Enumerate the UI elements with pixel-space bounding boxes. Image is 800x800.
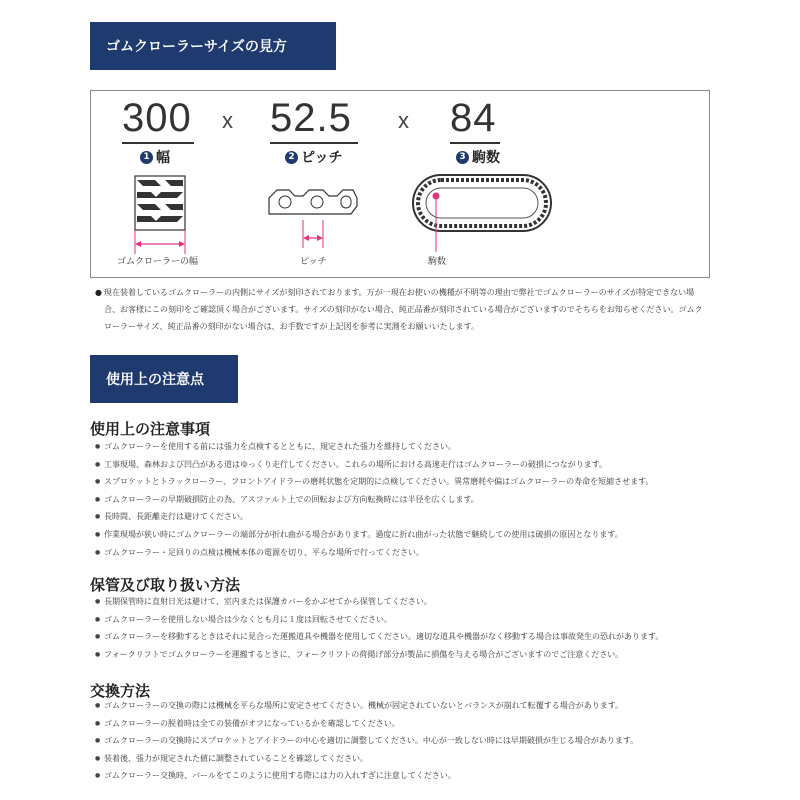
- list-item: ● 長期保管時に直射日光は避けて、室内または保護カバーをかぶせてから保管してください。: [104, 593, 663, 611]
- list-item: ● 装着後、張力が規定された値に調整されていることを確認してください。: [104, 750, 638, 768]
- note-bullet: ●: [95, 288, 102, 297]
- links-caption: 駒数: [428, 257, 447, 267]
- group-heading-replacement: 交換方法: [90, 682, 151, 700]
- list-item: ● ゴムクローラー交換時、バールをてこのように使用する際には力の入れすぎに注意してください。: [104, 767, 638, 785]
- list-item: ● ゴムクローラー・足回りの点検は機械本体の電源を切り、平らな場所で行ってください。: [104, 544, 654, 562]
- width-label: 1 幅: [140, 147, 170, 167]
- links-value: 84: [450, 96, 497, 140]
- width-underline: [122, 142, 194, 144]
- list-item: ● ゴムクローラーを使用しない場合は少なくとも月に１度は回転させてください。: [104, 611, 663, 629]
- replacement-list: [104, 697, 638, 785]
- list-item: ● ゴムクローラーの交換の際には機械を平らな場所に安定させてください。機械が固定されていないとバランスが崩れて転覆する場合があります。: [104, 697, 638, 715]
- section-banner-precautions: [90, 355, 238, 403]
- number-badge-2: 2: [285, 151, 298, 164]
- group-heading-storage: 保管及び取り扱い方法: [90, 576, 241, 594]
- list-item: ● 工事現場、森林および凹凸がある道はゆっくり走行してください。これらの場所における高速走行はゴムクローラーの破損につながります。: [104, 456, 654, 474]
- list-item: ● ゴムクローラーを移動するときはそれに見合った運搬道具や機器を使用してください。適切な道具や機器がなく移動する場合は事故発生の恐れがあります。: [104, 628, 663, 646]
- size-note: 現在装着しているゴムクローラーの内側にサイズが刻印されております。万が一現在お使いの機種が不明等の理由で弊社でゴムクローラーのサイズが特定できない場合、お客様にこの刻印をご確認頂く場合がございます。サイズの刻印がない場合、純正品番が刻印されている場合がございますのでそちらをお知らせください。ゴムクローラーサイズ、純正品番の刻印がない場合は、お手数ですが上記図を参考に実測をお願いいたします。: [104, 288, 703, 331]
- times-symbol: x: [222, 108, 233, 133]
- list-item: ● 長時間、長距離走行は避けてください。: [104, 508, 654, 526]
- usage-precautions-list: [104, 438, 654, 561]
- pitch-underline: [270, 142, 358, 144]
- list-item: ● ゴムクローラーの脱着時は全ての装備がオフになっているかを確認してください。: [104, 715, 638, 733]
- list-item: ● 作業現場が狭い時にゴムクローラーの端部分が折れ曲がる場合があります。過度に折れ曲がった状態で継続しての使用は破損の原因となります。: [104, 526, 654, 544]
- list-item: ● ゴムクローラーを使用する前には張力を点検するとともに、規定された張力を維持してください。: [104, 438, 654, 456]
- section-banner-size-guide: [90, 22, 336, 70]
- times-symbol: x: [398, 108, 409, 133]
- crawler-pitch-illustration: [265, 180, 361, 260]
- number-badge-1: 1: [140, 151, 153, 164]
- pitch-value: 52.5: [270, 96, 352, 140]
- number-badge-3: 3: [456, 151, 469, 164]
- section-title: 使用上の注意点: [106, 372, 204, 388]
- pitch-caption: ピッチ: [300, 257, 327, 267]
- list-item: ● ゴムクローラーの交換時にスプロケットとアイドラーの中心を適切に調整してください。中心が一致しない時には早期破損が生じる場合があります。: [104, 732, 638, 750]
- width-value: 300: [122, 96, 192, 140]
- crawler-links-illustration: [410, 172, 555, 260]
- links-label: 3 駒数: [456, 147, 500, 167]
- links-underline: [450, 142, 500, 144]
- section-title: ゴムクローラーサイズの見方: [106, 39, 287, 55]
- list-item: ● スプロケットとトラックローラー、フロントアイドラーの磨耗状態を定期的に点検してください。異常磨耗や偏はゴムクローラーの寿命を短縮させます。: [104, 473, 654, 491]
- width-caption: ゴムクローラーの幅: [117, 257, 199, 267]
- pitch-label: 2 ピッチ: [285, 147, 342, 167]
- list-item: ● ゴムクローラーの早期破損防止の為、アスファルト上での回転および方向転換時には半径を広くします。: [104, 491, 654, 509]
- group-heading-usage: 使用上の注意事項: [90, 420, 211, 438]
- crawler-width-illustration: [125, 172, 205, 262]
- list-item: ● フォークリフトでゴムクローラーを運搬するときに、フォークリフトの荷揚げ部分が製品に損傷を与える場合がございますのでご注意ください。: [104, 646, 663, 664]
- storage-list: [104, 593, 663, 663]
